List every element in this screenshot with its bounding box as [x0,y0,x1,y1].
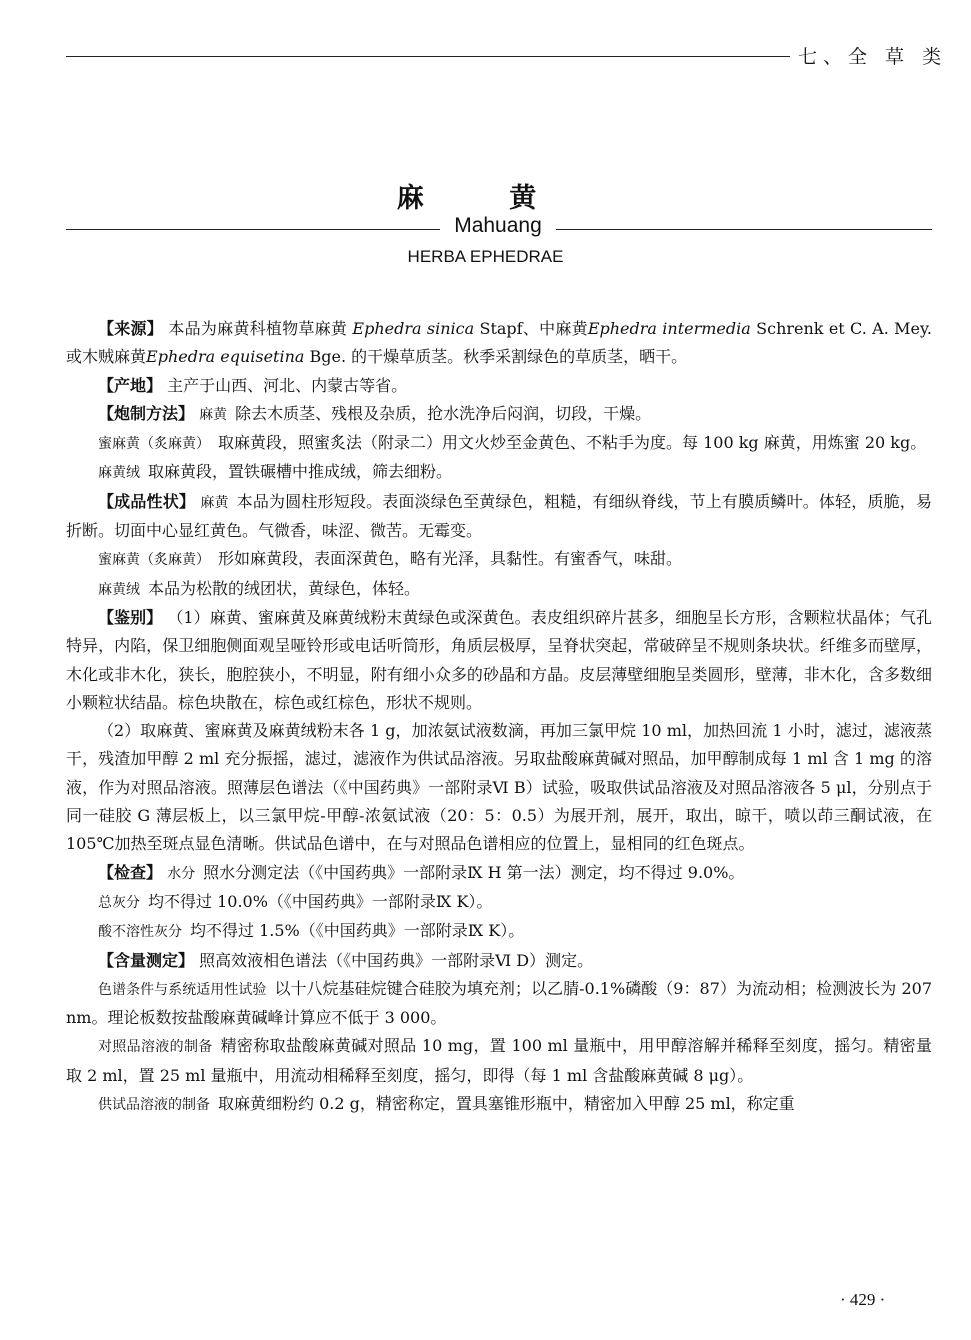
assay-text: 照高效液相色谱法（《中国药典》一部附录Ⅵ D）测定。 [199,950,594,970]
inspection-water-text: 照水分测定法（《中国药典》一部附录Ⅸ H 第一法）测定，均不得过 9.0%。 [203,862,745,882]
pinyin-title: Mahuang [454,214,542,237]
inspection-acid-text: 均不得过 1.5%（《中国药典》一部附录Ⅸ K）。 [190,921,525,941]
processing-mahuang-label: 麻黄 [199,406,228,423]
pinyin-row [66,214,932,244]
assay-reference-label: 对照品溶液的制备 [98,1039,213,1056]
processing-rong-paragraph [66,458,932,487]
processing-honey-text: 取麻黄段，照蜜炙法（附录二）用文火炒至金黄色、不粘手为度。每 100 kg 麻黄，用炼蜜 20 kg。 [218,433,927,453]
inspection-ash-label: 总灰分 [98,894,140,911]
characters-rong-text: 本品为松散的绒团状，黄绿色，体轻。 [148,578,421,598]
source-paragraph [66,315,932,372]
inspection-paragraph [66,859,932,888]
characters-paragraph [66,488,932,546]
characters-mahuang-label: 麻黄 [200,494,229,511]
page-number: · 429 · [840,1290,886,1309]
characters-honey-text: 形如麻黄段，表面深黄色，略有光泽，具黏性。有蜜香气，味甜。 [218,549,683,569]
source-text-1: 本品为麻黄科植物草麻黄 [168,319,348,338]
identification-paragraph-2 [66,717,932,858]
source-text-2: Stapf、中麻黄 [479,319,588,338]
monograph-body [66,315,932,1119]
source-text-4: Bge. 的干燥草质茎。秋季采割绿色的草质茎，晒干。 [309,347,688,367]
assay-test-text: 取麻黄细粉约 0.2 g，精密称定，置具塞锥形瓶中，精密加入甲醇 25 ml，称定重 [218,1094,795,1114]
processing-heading: 【炮制方法】 [98,403,195,423]
inspection-heading: 【检查】 [98,862,163,882]
processing-rong-text: 取麻黄段，置铁碾槽中推成绒，筛去细粉。 [148,462,453,482]
processing-honey-paragraph [66,429,932,458]
species-name-3: Ephedra equisetina [146,347,305,367]
assay-reference-paragraph [66,1032,932,1090]
origin-heading: 【产地】 [98,375,163,395]
characters-honey-label: 蜜麻黄（炙麻黄） [98,552,210,569]
assay-conditions-paragraph [66,975,932,1033]
origin-text: 主产于山西、河北、内蒙古等省。 [167,375,408,395]
assay-heading: 【含量测定】 [98,950,195,970]
inspection-ash-paragraph [66,888,932,917]
species-name-1: Ephedra sinica [352,319,475,338]
characters-honey-paragraph [66,545,932,574]
inspection-water-label: 水分 [167,865,196,882]
title-rule-right [556,229,932,230]
origin-paragraph [66,372,932,400]
inspection-acid-paragraph [66,917,932,946]
section-title: 七、全 草 类 [798,46,948,68]
characters-rong-paragraph [66,575,932,604]
identification-paragraph-1 [66,604,932,717]
assay-test-label: 供试品溶液的制备 [98,1097,210,1114]
processing-honey-label: 蜜麻黄（炙麻黄） [98,436,210,453]
monograph-title: 麻 黄 [396,183,575,214]
source-heading: 【来源】 [98,319,163,338]
assay-conditions-text: 以十八烷基硅烷键合硅胶为填充剂；以乙腈-0.1%磷酸（9：87）为流动相；检测波长为 207 nm。理论板数按盐酸麻黄碱峰计算应不低于 3 000。 [66,978,932,1028]
title-rule-left [66,229,440,230]
species-name-2: Ephedra intermedia [587,319,751,338]
assay-conditions-label: 色谱条件与系统适用性试验 [98,981,267,998]
header-rule [66,56,790,57]
assay-reference-text: 精密称取盐酸麻黄碱对照品 10 mg，置 100 ml 量瓶中，用甲醇溶解并稀释至刻度，摇匀。精密量取 2 ml，置 25 ml 量瓶中，用流动相稀释至刻度，摇匀，即得（每 1 ml 含盐酸麻黄碱 8 μg）。 [66,1036,932,1085]
processing-rong-label: 麻黄绒 [98,465,140,482]
processing-mahuang-text: 除去木质茎、残根及杂质，抢水洗净后闷润，切段，干燥。 [235,403,652,423]
characters-mahuang-text: 本品为圆柱形短段。表面淡绿色至黄绿色，粗糙，有细纵脊线，节上有膜质鳞叶。体轻，质脆，易折断。切面中心显红黄色。气微香，味涩、微苦。无霉变。 [66,491,932,541]
identification-text-1: （1）麻黄、蜜麻黄及麻黄绒粉末黄绿色或深黄色。表皮组织碎片甚多，细胞呈长方形，含颗粒状晶体；气孔特异，内陷，保卫细胞侧面观呈哑铃形或电话听筒形，角质层极厚，呈脊状突起，常破碎呈不规则条块状。纤维多而壁厚，木化或非木化，狭长，胞腔狭小，不明显，附有细小众多的砂晶和方晶。皮层薄壁细胞呈类圆形，壁薄，非木化，含多数细小颗粒状结晶。棕色块散在，棕色或红棕色，形状不规则。 [66,607,932,712]
assay-test-paragraph [66,1090,932,1119]
assay-paragraph [66,947,932,975]
source-text-3: Schrenk et C. A. Mey. 或木贼麻黄 [66,319,932,367]
inspection-ash-text: 均不得过 10.0%（《中国药典》一部附录Ⅸ K）。 [148,891,493,911]
identification-heading: 【鉴别】 [98,607,163,627]
processing-paragraph [66,400,932,429]
latin-title: HERBA EPHEDRAE [407,247,564,266]
inspection-acid-label: 酸不溶性灰分 [98,924,182,941]
identification-text-2: （2）取麻黄、蜜麻黄及麻黄绒粉末各 1 g，加浓氨试液数滴，再加三氯甲烷 10 ml，加热回流 1 小时，滤过，滤液蒸干，残渣加甲醇 2 ml 充分振摇，滤过，滤液作为供试品溶液。另取盐酸麻黄碱对照品，加甲醇制成每 1 ml 含 1 mg 的溶液，作为对照品溶液。照薄层色谱法（《中国药典》一部附录Ⅵ B）试验，吸取供试品溶液及对照品溶液各 5 μl，分别点于同一硅胶 G 薄层板上，以三氯甲烷-甲醇-浓氨试液（20：5：0.5）为展开剂，展开，取出，晾干，喷以茚三酮试液，在 105℃加热至斑点显色清晰。供试品色谱中，在与对照品色谱相应的位置上，显相同的红色斑点。 [66,721,932,854]
characters-rong-label: 麻黄绒 [98,581,140,598]
characters-heading: 【成品性状】 [98,491,196,511]
